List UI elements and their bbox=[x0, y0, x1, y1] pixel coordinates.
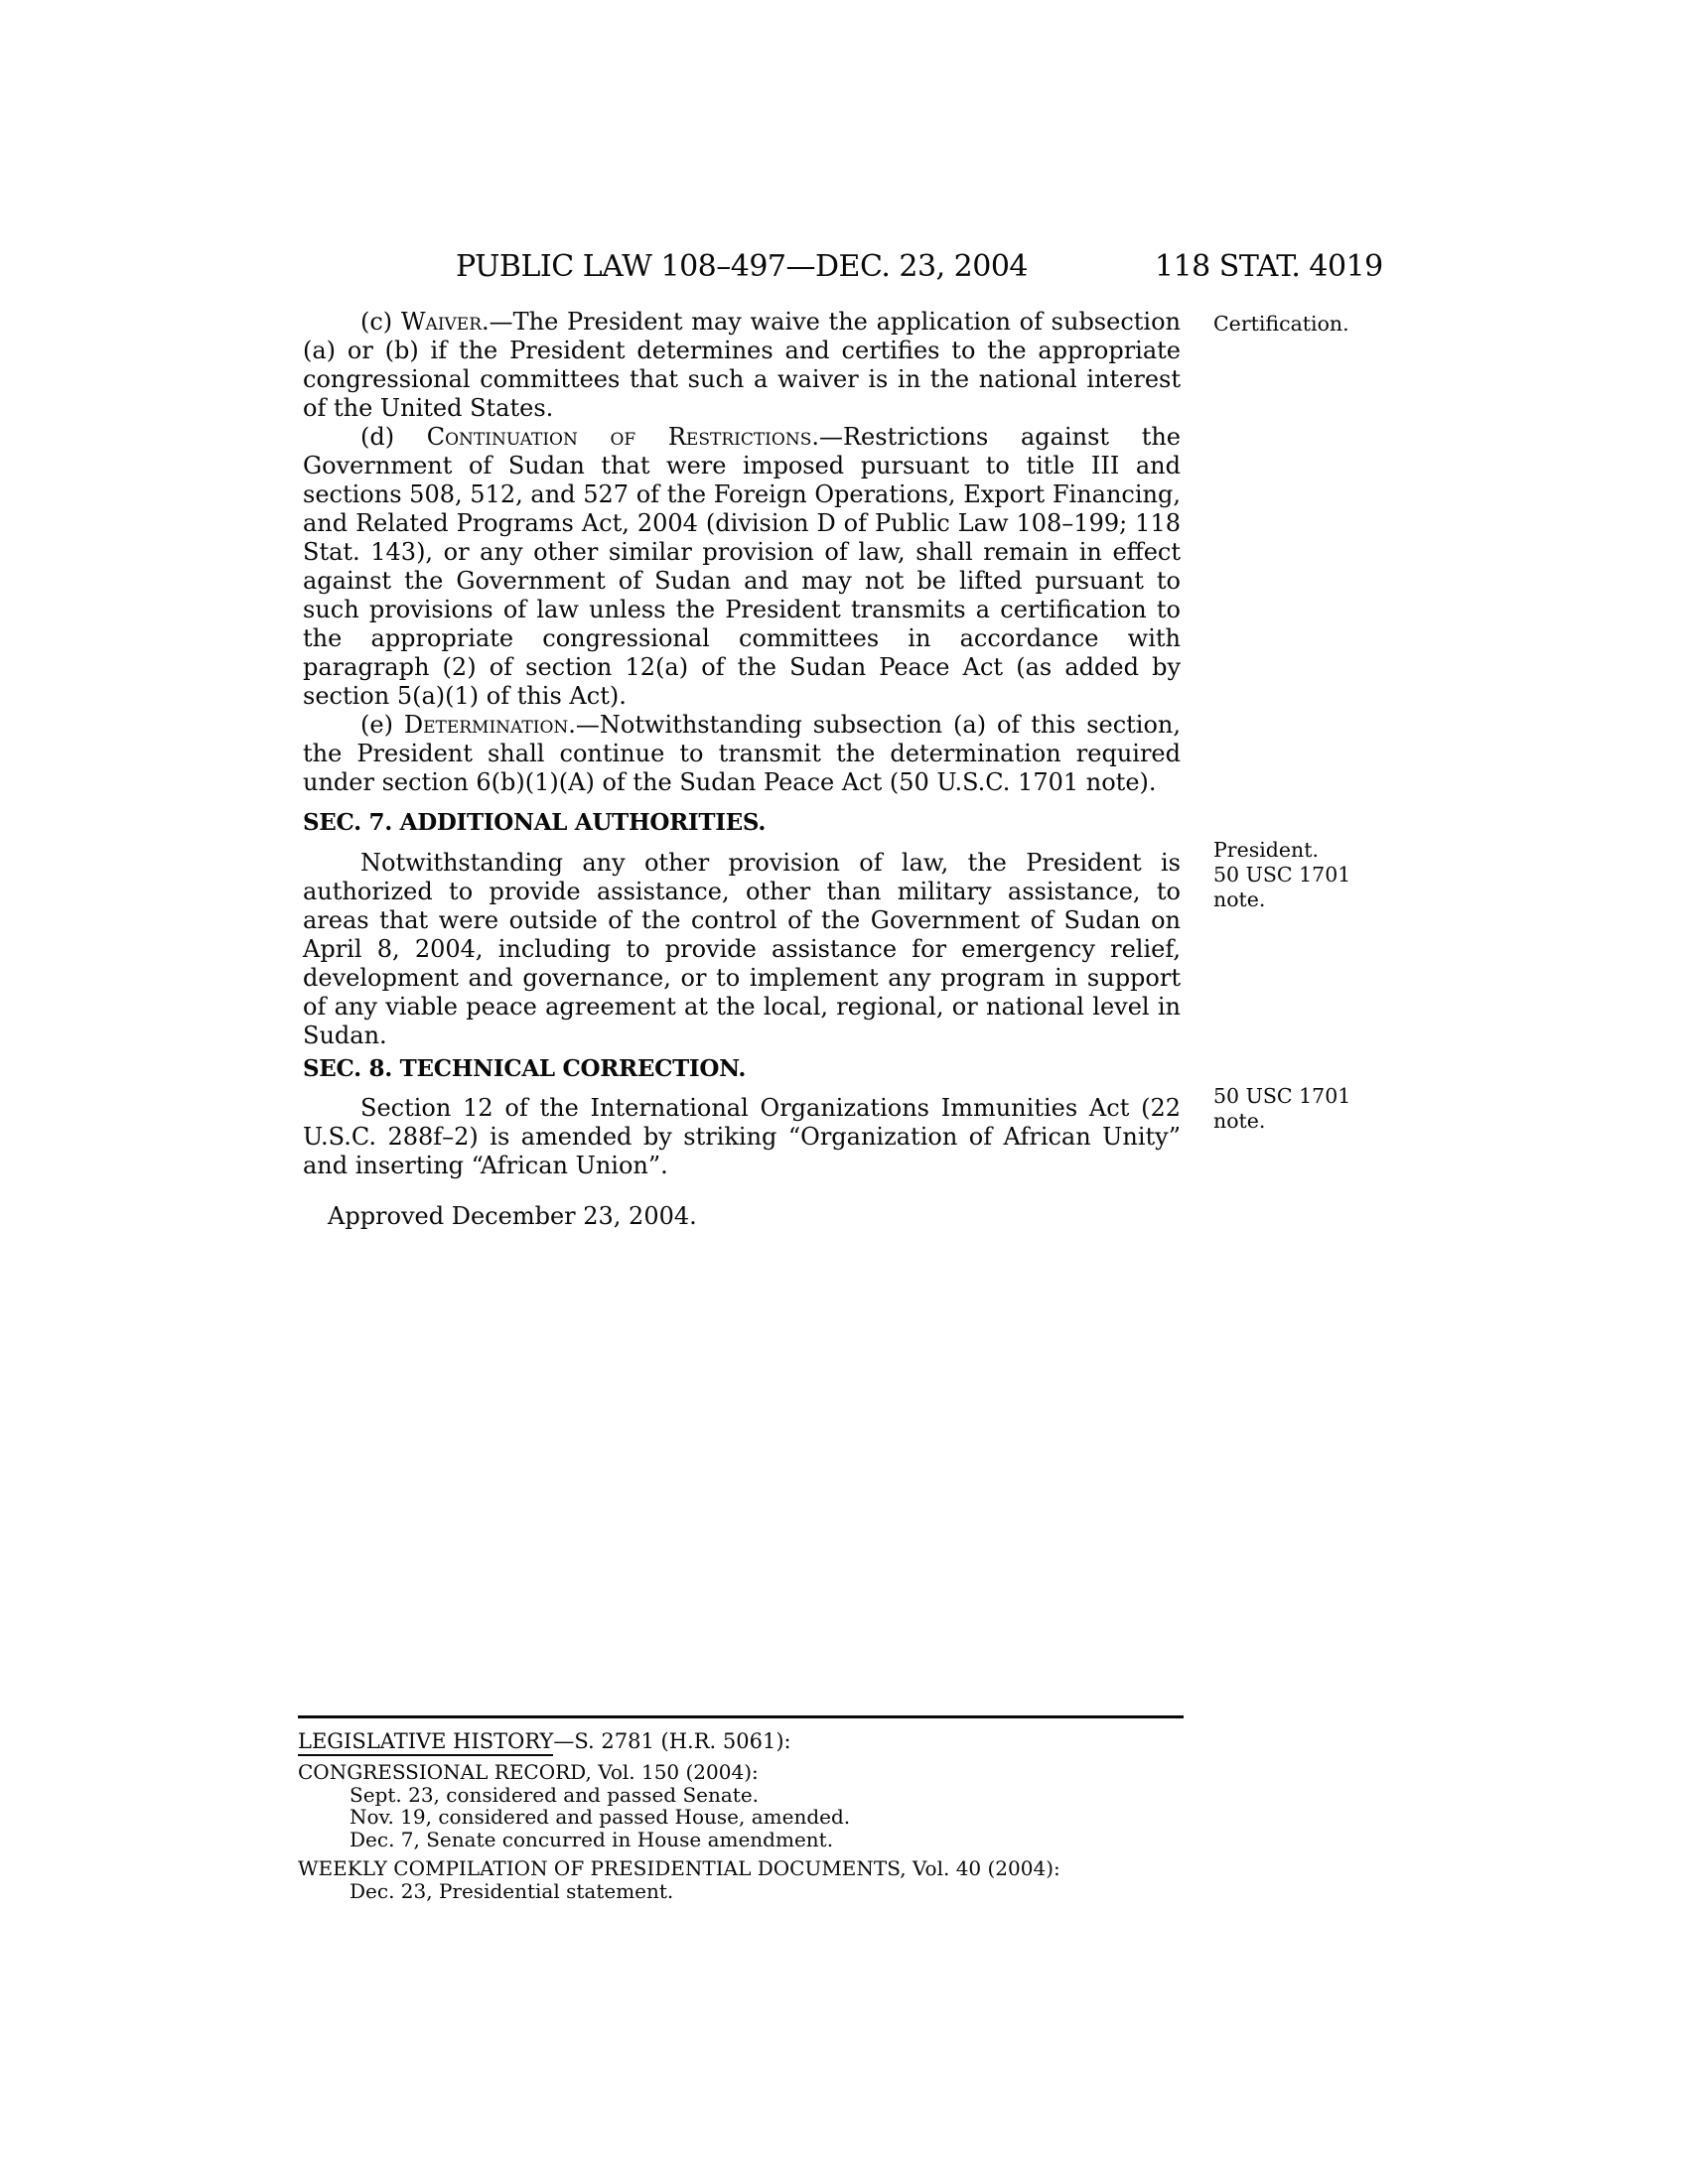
weekly-compilation-label: WEEKLY COMPILATION OF PRESIDENTIAL DOCUMENTS, Vol. 40 (2004): bbox=[298, 1856, 1060, 1880]
margin-note-section-7-line2: 50 USC 1701 bbox=[1213, 863, 1351, 887]
section-7-text: Notwithstanding any other provision of law, the President is authorized to provide assistance, other than military assistance, to areas that were outside of the control of the Government of Sudan on April 8, 2004, including to provide assistance for emergency relief, development and governance, or to implement any program in support of any viable peace agreement at the local, regional, or national level in Sudan. bbox=[303, 849, 1181, 1049]
margin-note-section-7-line1: President. bbox=[1213, 838, 1320, 862]
section-7-heading: SEC. 7. ADDITIONAL AUTHORITIES. bbox=[303, 809, 767, 836]
paragraph-c-label: (c) bbox=[360, 308, 401, 336]
statute-text-column bbox=[303, 308, 1181, 1231]
legislative-history-entry-weekly-compilation bbox=[298, 1857, 1184, 1902]
running-header-stat-number: 118 STAT. 4019 bbox=[1155, 249, 1383, 284]
paragraph-e-text: —Notwithstanding subsection (a) of this section, the President shall continue to transmit the determination required under section 6(b)(1)(A) of the Sudan Peace Act (50 U.S.C. 1701 note). bbox=[303, 711, 1182, 796]
paragraph-c-caption: Waiver. bbox=[400, 308, 490, 336]
legislative-history-title bbox=[298, 1729, 1184, 1754]
margin-note-section-8-line2: note. bbox=[1213, 1109, 1266, 1133]
paragraph-e-caption: Determination. bbox=[403, 711, 576, 739]
margin-note-section-8-line1: 50 USC 1701 bbox=[1213, 1084, 1351, 1108]
congressional-record-item: Dec. 7, Senate concurred in House amendment. bbox=[350, 1827, 834, 1851]
margin-note-section-7-line3: note. bbox=[1213, 887, 1266, 911]
legislative-history-title-rest: —S. 2781 (H.R. 5061): bbox=[553, 1729, 791, 1753]
congressional-record-item: Nov. 19, considered and passed House, amended. bbox=[350, 1805, 851, 1829]
paragraph-e-label: (e) bbox=[360, 711, 404, 739]
section-8-text: Section 12 of the International Organizations Immunities Act (22 U.S.C. 288f–2) is amended by striking “Organization of African Unity” and inserting “African Union”. bbox=[303, 1094, 1181, 1179]
legislative-history-rule bbox=[298, 1715, 1184, 1718]
paragraph-d-text: —Restrictions against the Government of Sudan that were imposed pursuant to title III and sections 508, 512, and 527 of the Foreign Operations, Export Financing, and Related Programs Act, 2004 (division D of Public Law 108–199; 118 Stat. 143), or any other similar provision of law, shall remain in effect against the Government of Sudan and may not be lifted pursuant to such provisions of law unless the President transmits a certification to the appropriate congressional committees in accordance with paragraph (2) of section 12(a) of the Sudan Peace Act (as added by section 5(a)(1) of this Act). bbox=[303, 423, 1181, 710]
legislative-history-block bbox=[298, 1715, 1184, 1902]
margin-note-certification: Certification. bbox=[1213, 312, 1349, 336]
legislative-history-entry-congressional-record bbox=[298, 1761, 1184, 1850]
paragraph-d-label: (d) bbox=[360, 423, 427, 451]
congressional-record-label: CONGRESSIONAL RECORD, Vol. 150 (2004): bbox=[298, 1760, 759, 1784]
margin-note-section-7 bbox=[1213, 838, 1397, 912]
legislative-history-title-underlined: LEGISLATIVE HISTORY bbox=[298, 1729, 553, 1756]
margin-note-section-8 bbox=[1213, 1084, 1397, 1134]
weekly-compilation-item: Dec. 23, Presidential statement. bbox=[350, 1878, 674, 1903]
congressional-record-item: Sept. 23, considered and passed Senate. bbox=[350, 1782, 760, 1807]
paragraph-d bbox=[303, 423, 1181, 711]
paragraph-c bbox=[303, 308, 1181, 423]
paragraph-d-caption: Continuation of Restrictions. bbox=[426, 423, 819, 451]
approval-date-line: Approved December 23, 2004. bbox=[328, 1202, 697, 1230]
paragraph-c-text: —The President may waive the application of subsection (a) or (b) if the President determines and certifies to the appropriate congressional committees that such a waiver is in the national interest of the United States. bbox=[303, 308, 1181, 422]
running-header-title: PUBLIC LAW 108–497—DEC. 23, 2004 bbox=[455, 249, 1029, 284]
paragraph-e bbox=[303, 711, 1181, 797]
section-8-heading: SEC. 8. TECHNICAL CORRECTION. bbox=[303, 1055, 747, 1082]
